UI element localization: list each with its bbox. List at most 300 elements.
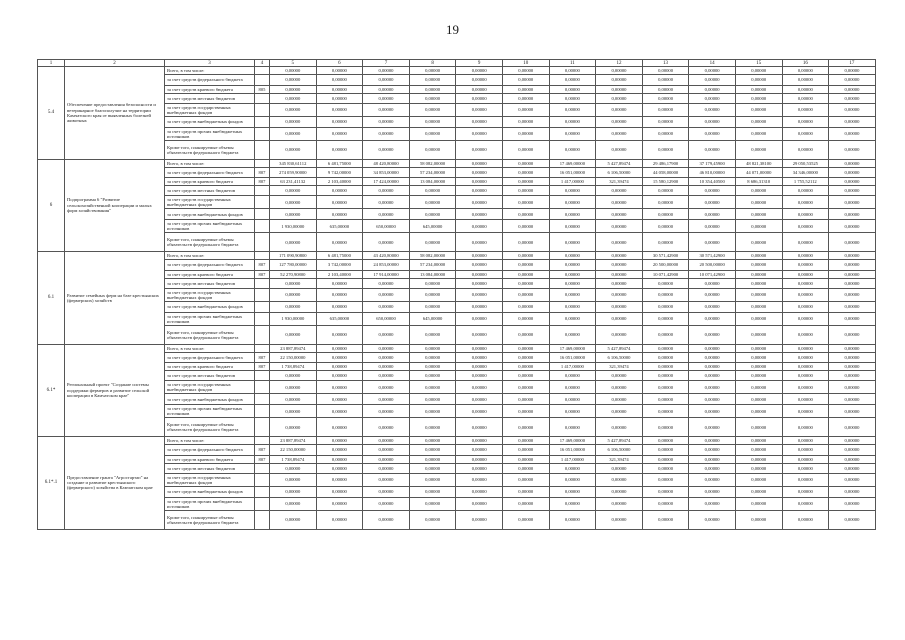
amount-cell: 0,00000 — [782, 85, 829, 93]
amount-cell: 0,00000 — [829, 445, 876, 456]
amount-cell: 0,00000 — [642, 186, 689, 196]
amount-cell: 0,00000 — [596, 301, 643, 312]
amount-cell: 0,00000 — [456, 497, 503, 510]
amount-cell: 0,00000 — [456, 270, 503, 278]
amount-cell: 20 500,00000 — [689, 260, 736, 271]
budget-code — [255, 371, 270, 381]
budget-code — [255, 473, 270, 486]
amount-cell: 0,00000 — [642, 312, 689, 325]
funding-source: за счет средств внебюджетных фондов — [165, 301, 255, 312]
amount-cell: 0,00000 — [689, 209, 736, 220]
amount-cell: 0,00000 — [689, 103, 736, 116]
amount-cell: 0,00000 — [270, 278, 317, 288]
amount-cell: 1 738,89474 — [270, 363, 317, 371]
amount-cell: 0,00000 — [363, 381, 410, 394]
amount-cell: 0,00000 — [689, 455, 736, 463]
amount-cell: 0,00000 — [829, 103, 876, 116]
amount-cell: 321,39474 — [596, 363, 643, 371]
amount-cell: 0,00000 — [270, 196, 317, 209]
amount-cell: 0,00000 — [829, 186, 876, 196]
amount-cell: 0,00000 — [316, 140, 363, 159]
amount-cell: 0,00000 — [409, 140, 456, 159]
amount-cell: 0,00000 — [782, 278, 829, 288]
amount-cell: 0,00000 — [782, 220, 829, 233]
amount-cell: 0,00000 — [549, 209, 596, 220]
table-row — [38, 252, 876, 260]
amount-cell: 0,00000 — [316, 445, 363, 456]
amount-cell: 0,00000 — [829, 437, 876, 445]
amount-cell: 0,00000 — [829, 301, 876, 312]
amount-cell: 24 853,00000 — [363, 260, 410, 271]
amount-cell: 0,00000 — [316, 381, 363, 394]
amount-cell: 0,00000 — [502, 159, 549, 167]
amount-cell: 0,00000 — [363, 473, 410, 486]
funding-source: за счет средств внебюджетных фондов — [165, 116, 255, 127]
budget-code: 807 — [255, 270, 270, 278]
funding-source: за счет средств краевого бюджета — [165, 85, 255, 93]
amount-cell: 0,00000 — [363, 67, 410, 75]
amount-cell: 0,00000 — [409, 455, 456, 463]
budget-code — [255, 278, 270, 288]
amount-cell: 0,00000 — [270, 116, 317, 127]
amount-cell: 0,00000 — [829, 486, 876, 497]
budget-code — [255, 127, 270, 140]
amount-cell: 0,00000 — [363, 140, 410, 159]
funding-source: за счет средств краевого бюджета — [165, 455, 255, 463]
amount-cell: 1 930,00000 — [270, 220, 317, 233]
amount-cell: 10 071,42900 — [642, 270, 689, 278]
amount-cell: 34 346,00000 — [782, 167, 829, 178]
amount-cell: 6 106,50000 — [596, 445, 643, 456]
amount-cell: 0,00000 — [363, 418, 410, 437]
amount-cell: 0,00000 — [502, 252, 549, 260]
amount-cell: 0,00000 — [409, 325, 456, 344]
amount-cell: 0,00000 — [549, 473, 596, 486]
amount-cell: 0,00000 — [735, 67, 782, 75]
amount-cell: 0,00000 — [363, 325, 410, 344]
amount-cell: 0,00000 — [409, 93, 456, 103]
amount-cell: 48 420,80000 — [363, 159, 410, 167]
amount-cell: 0,00000 — [456, 186, 503, 196]
amount-cell: 345 830,61112 — [270, 159, 317, 167]
amount-cell: 0,00000 — [689, 325, 736, 344]
header-cell: 14 — [689, 60, 736, 67]
header-cell: 10 — [502, 60, 549, 67]
amount-cell: 23 887,89474 — [270, 344, 317, 352]
amount-cell: 0,00000 — [782, 186, 829, 196]
amount-cell: 0,00000 — [829, 352, 876, 363]
amount-cell: 16 051,00000 — [549, 167, 596, 178]
amount-cell: 0,00000 — [270, 209, 317, 220]
amount-cell: 0,00000 — [549, 486, 596, 497]
amount-cell: 0,00000 — [409, 473, 456, 486]
amount-cell: 0,00000 — [409, 288, 456, 301]
amount-cell: 0,00000 — [456, 220, 503, 233]
funding-source: за счет средств краевого бюджета — [165, 178, 255, 186]
amount-cell: 0,00000 — [735, 381, 782, 394]
funding-source: за счет средств федерального бюджета — [165, 167, 255, 178]
amount-cell: 0,00000 — [642, 85, 689, 93]
amount-cell: 0,00000 — [316, 103, 363, 116]
amount-cell: 0,00000 — [829, 196, 876, 209]
amount-cell: 0,00000 — [316, 325, 363, 344]
amount-cell: 0,00000 — [456, 93, 503, 103]
amount-cell: 0,00000 — [642, 455, 689, 463]
amount-cell: 0,00000 — [363, 93, 410, 103]
amount-cell: 0,00000 — [316, 278, 363, 288]
funding-source: за счет средств краевого бюджета — [165, 363, 255, 371]
amount-cell: 0,00000 — [782, 352, 829, 363]
amount-cell: 0,00000 — [270, 325, 317, 344]
amount-cell: 0,00000 — [502, 394, 549, 405]
amount-cell: 0,00000 — [642, 418, 689, 437]
budget-code — [255, 312, 270, 325]
amount-cell: 0,00000 — [363, 196, 410, 209]
amount-cell: 0,00000 — [363, 127, 410, 140]
amount-cell: 0,00000 — [689, 344, 736, 352]
amount-cell: 0,00000 — [316, 510, 363, 529]
amount-cell: 0,00000 — [596, 127, 643, 140]
amount-cell: 0,00000 — [549, 103, 596, 116]
amount-cell: 0,00000 — [689, 445, 736, 456]
amount-cell: 0,00000 — [549, 260, 596, 271]
header-cell: 1 — [38, 60, 65, 67]
amount-cell: 0,00000 — [502, 312, 549, 325]
amount-cell: 0,00000 — [270, 93, 317, 103]
amount-cell: 1 738,89474 — [270, 455, 317, 463]
amount-cell: 0,00000 — [689, 288, 736, 301]
funding-source: за счет средств прочих внебюджетных источников — [165, 405, 255, 418]
budget-code: 807 — [255, 167, 270, 178]
amount-cell: 0,00000 — [642, 381, 689, 394]
amount-cell: 0,00000 — [782, 93, 829, 103]
header-cell: 9 — [456, 60, 503, 67]
amount-cell: 0,00000 — [829, 209, 876, 220]
amount-cell: 0,00000 — [735, 85, 782, 93]
amount-cell: 0,00000 — [316, 455, 363, 463]
amount-cell: 0,00000 — [829, 278, 876, 288]
amount-cell: 0,00000 — [596, 463, 643, 473]
amount-cell: 0,00000 — [409, 209, 456, 220]
amount-cell: 0,00000 — [642, 233, 689, 252]
amount-cell: 0,00000 — [502, 405, 549, 418]
amount-cell: 0,00000 — [782, 116, 829, 127]
budget-code: 805 — [255, 85, 270, 93]
amount-cell: 0,00000 — [596, 486, 643, 497]
amount-cell: 0,00000 — [642, 288, 689, 301]
amount-cell: 0,00000 — [782, 510, 829, 529]
amount-cell: 1 930,00000 — [270, 312, 317, 325]
amount-cell: 0,00000 — [456, 167, 503, 178]
amount-cell: 5 427,89474 — [596, 437, 643, 445]
amount-cell: 48 821,38100 — [735, 159, 782, 167]
amount-cell: 0,00000 — [596, 260, 643, 271]
amount-cell: 3 742,00000 — [316, 260, 363, 271]
amount-cell: 0,00000 — [270, 67, 317, 75]
table-row — [38, 437, 876, 445]
amount-cell: 0,00000 — [642, 405, 689, 418]
funding-source: за счет средств краевого бюджета — [165, 270, 255, 278]
amount-cell: 0,00000 — [363, 455, 410, 463]
amount-cell: 0,00000 — [363, 85, 410, 93]
amount-cell: 0,00000 — [270, 301, 317, 312]
amount-cell: 1 417,00000 — [549, 455, 596, 463]
amount-cell: 0,00000 — [735, 75, 782, 86]
amount-cell: 0,00000 — [829, 381, 876, 394]
amount-cell: 0,00000 — [502, 418, 549, 437]
budget-code — [255, 381, 270, 394]
budget-code — [255, 209, 270, 220]
amount-cell: 20 500,00000 — [642, 260, 689, 271]
amount-cell: 0,00000 — [735, 363, 782, 371]
budget-code — [255, 394, 270, 405]
amount-cell: 0,00000 — [549, 116, 596, 127]
amount-cell: 0,00000 — [596, 67, 643, 75]
amount-cell: 0,00000 — [642, 220, 689, 233]
amount-cell: 0,00000 — [316, 473, 363, 486]
row-title: Подпрограмма 6 "Развитие сельскохозяйственной кооперации и малых форм хозяйствования" — [65, 159, 165, 252]
table-row — [38, 344, 876, 352]
amount-cell: 0,00000 — [829, 260, 876, 271]
amount-cell: 0,00000 — [829, 159, 876, 167]
amount-cell: 0,00000 — [363, 103, 410, 116]
amount-cell: 0,00000 — [735, 252, 782, 260]
header-cell: 12 — [596, 60, 643, 67]
table-row — [38, 159, 876, 167]
amount-cell: 0,00000 — [689, 116, 736, 127]
amount-cell: 0,00000 — [549, 312, 596, 325]
amount-cell: 0,00000 — [316, 363, 363, 371]
amount-cell: 0,00000 — [642, 352, 689, 363]
funding-source: за счет средств прочих внебюджетных источников — [165, 312, 255, 325]
amount-cell: 0,00000 — [735, 312, 782, 325]
amount-cell: 0,00000 — [363, 363, 410, 371]
amount-cell: 0,00000 — [829, 67, 876, 75]
amount-cell: 0,00000 — [456, 301, 503, 312]
amount-cell: 17 469,00000 — [549, 437, 596, 445]
funding-source: Всего, в том числе: — [165, 437, 255, 445]
amount-cell: 5 427,89474 — [596, 344, 643, 352]
amount-cell: 0,00000 — [642, 301, 689, 312]
amount-cell: 0,00000 — [409, 497, 456, 510]
amount-cell: 0,00000 — [363, 486, 410, 497]
row-index: 6.1 — [38, 252, 65, 345]
amount-cell: 34 853,00000 — [363, 167, 410, 178]
amount-cell: 0,00000 — [549, 394, 596, 405]
funding-source: Всего, в том числе: — [165, 67, 255, 75]
amount-cell: 0,00000 — [409, 103, 456, 116]
amount-cell: 650,00000 — [363, 312, 410, 325]
amount-cell: 0,00000 — [456, 418, 503, 437]
amount-cell: 0,00000 — [363, 301, 410, 312]
amount-cell: 0,00000 — [642, 209, 689, 220]
amount-cell: 0,00000 — [502, 497, 549, 510]
amount-cell: 0,00000 — [363, 352, 410, 363]
amount-cell: 0,00000 — [456, 85, 503, 93]
amount-cell: 0,00000 — [456, 288, 503, 301]
amount-cell: 0,00000 — [642, 510, 689, 529]
budget-code: 807 — [255, 455, 270, 463]
amount-cell: 0,00000 — [549, 497, 596, 510]
amount-cell: 0,00000 — [689, 510, 736, 529]
header-cell: 11 — [549, 60, 596, 67]
budget-code — [255, 75, 270, 86]
amount-cell: 0,00000 — [596, 220, 643, 233]
amount-cell: 9 742,00000 — [316, 167, 363, 178]
amount-cell: 22 150,00000 — [270, 352, 317, 363]
amount-cell: 0,00000 — [409, 418, 456, 437]
amount-cell: 0,00000 — [735, 140, 782, 159]
amount-cell: 0,00000 — [363, 497, 410, 510]
header-cell: 7 — [363, 60, 410, 67]
amount-cell: 0,00000 — [502, 486, 549, 497]
amount-cell: 0,00000 — [689, 186, 736, 196]
amount-cell: 0,00000 — [735, 352, 782, 363]
budget-code: 807 — [255, 445, 270, 456]
amount-cell: 0,00000 — [456, 312, 503, 325]
funding-source: за счет средств местных бюджетов — [165, 186, 255, 196]
amount-cell: 0,00000 — [689, 405, 736, 418]
header-cell: 13 — [642, 60, 689, 67]
amount-cell: 0,00000 — [409, 405, 456, 418]
amount-cell: 0,00000 — [456, 140, 503, 159]
amount-cell: 0,00000 — [456, 344, 503, 352]
amount-cell: 0,00000 — [596, 394, 643, 405]
funding-source: за счет средств прочих внебюджетных источников — [165, 497, 255, 510]
amount-cell: 6 481,75000 — [316, 159, 363, 167]
amount-cell: 0,00000 — [829, 473, 876, 486]
amount-cell: 0,00000 — [735, 455, 782, 463]
budget-code — [255, 233, 270, 252]
amount-cell: 0,00000 — [782, 394, 829, 405]
amount-cell: 0,00000 — [782, 405, 829, 418]
amount-cell: 0,00000 — [782, 140, 829, 159]
amount-cell: 0,00000 — [596, 116, 643, 127]
amount-cell: 0,00000 — [689, 394, 736, 405]
budget-code — [255, 93, 270, 103]
amount-cell: 0,00000 — [689, 278, 736, 288]
budget-code: 807 — [255, 352, 270, 363]
budget-code — [255, 116, 270, 127]
amount-cell: 0,00000 — [735, 127, 782, 140]
amount-cell: 0,00000 — [829, 288, 876, 301]
amount-cell: 0,00000 — [596, 103, 643, 116]
amount-cell: 127 780,00000 — [270, 260, 317, 271]
amount-cell: 0,00000 — [363, 209, 410, 220]
amount-cell: 0,00000 — [549, 252, 596, 260]
amount-cell: 0,00000 — [782, 260, 829, 271]
funding-source: Кроме того, планируемые объемы обязательств федерального бюджета — [165, 325, 255, 344]
amount-cell: 0,00000 — [829, 127, 876, 140]
amount-cell: 0,00000 — [549, 75, 596, 86]
amount-cell: 0,00000 — [689, 497, 736, 510]
amount-cell: 37 179,45900 — [689, 159, 736, 167]
amount-cell: 0,00000 — [502, 75, 549, 86]
amount-cell: 0,00000 — [782, 445, 829, 456]
amount-cell: 0,00000 — [409, 278, 456, 288]
amount-cell: 6 106,50000 — [596, 352, 643, 363]
amount-cell: 0,00000 — [549, 233, 596, 252]
amount-cell: 0,00000 — [270, 463, 317, 473]
amount-cell: 0,00000 — [270, 233, 317, 252]
amount-cell: 0,00000 — [409, 445, 456, 456]
budget-code — [255, 186, 270, 196]
amount-cell: 0,00000 — [363, 186, 410, 196]
amount-cell: 0,00000 — [270, 381, 317, 394]
amount-cell: 0,00000 — [456, 352, 503, 363]
amount-cell: 2 103,40000 — [316, 270, 363, 278]
amount-cell: 0,00000 — [735, 418, 782, 437]
amount-cell: 0,00000 — [735, 497, 782, 510]
amount-cell: 0,00000 — [596, 510, 643, 529]
funding-source: Всего, в том числе: — [165, 344, 255, 352]
amount-cell: 0,00000 — [829, 167, 876, 178]
amount-cell: 0,00000 — [270, 486, 317, 497]
amount-cell: 0,00000 — [502, 288, 549, 301]
amount-cell: 0,00000 — [409, 352, 456, 363]
amount-cell: 0,00000 — [409, 363, 456, 371]
funding-source: за счет средств государственных внебюджетных фондов — [165, 288, 255, 301]
amount-cell: 0,00000 — [502, 455, 549, 463]
amount-cell: 0,00000 — [689, 67, 736, 75]
amount-cell: 0,00000 — [409, 344, 456, 352]
amount-cell: 0,00000 — [409, 67, 456, 75]
amount-cell: 0,00000 — [735, 116, 782, 127]
amount-cell: 0,00000 — [735, 270, 782, 278]
funding-source: Кроме того, планируемые объемы обязательств федерального бюджета — [165, 418, 255, 437]
funding-source: Всего, в том числе: — [165, 252, 255, 260]
amount-cell: 0,00000 — [502, 371, 549, 381]
amount-cell: 0,00000 — [456, 209, 503, 220]
amount-cell: 0,00000 — [829, 312, 876, 325]
amount-cell: 13 084,00000 — [409, 178, 456, 186]
amount-cell: 0,00000 — [735, 209, 782, 220]
amount-cell: 0,00000 — [363, 463, 410, 473]
funding-source: Всего, в том числе: — [165, 159, 255, 167]
header-cell: 3 — [165, 60, 255, 67]
amount-cell: 0,00000 — [502, 363, 549, 371]
amount-cell: 0,00000 — [782, 371, 829, 381]
amount-cell: 0,00000 — [829, 405, 876, 418]
amount-cell: 0,00000 — [409, 463, 456, 473]
amount-cell: 0,00000 — [689, 381, 736, 394]
amount-cell: 0,00000 — [316, 344, 363, 352]
amount-cell: 0,00000 — [642, 473, 689, 486]
amount-cell: 0,00000 — [549, 381, 596, 394]
amount-cell: 0,00000 — [363, 405, 410, 418]
funding-source: за счет средств внебюджетных фондов — [165, 394, 255, 405]
amount-cell: 0,00000 — [456, 252, 503, 260]
header-cell: 15 — [735, 60, 782, 67]
amount-cell: 0,00000 — [549, 278, 596, 288]
amount-cell: 0,00000 — [316, 85, 363, 93]
amount-cell: 0,00000 — [596, 288, 643, 301]
amount-cell: 0,00000 — [316, 394, 363, 405]
funding-source: за счет средств государственных внебюджетных фондов — [165, 473, 255, 486]
amount-cell: 16 051,00000 — [549, 352, 596, 363]
amount-cell: 0,00000 — [596, 186, 643, 196]
amount-cell: 0,00000 — [456, 196, 503, 209]
funding-source: за счет средств местных бюджетов — [165, 371, 255, 381]
budget-code: 807 — [255, 178, 270, 186]
amount-cell: 0,00000 — [502, 103, 549, 116]
amount-cell: 0,00000 — [270, 85, 317, 93]
amount-cell: 0,00000 — [502, 178, 549, 186]
amount-cell: 0,00000 — [409, 394, 456, 405]
amount-cell: 0,00000 — [549, 127, 596, 140]
amount-cell: 0,00000 — [316, 352, 363, 363]
funding-source: за счет средств федерального бюджета — [165, 260, 255, 271]
